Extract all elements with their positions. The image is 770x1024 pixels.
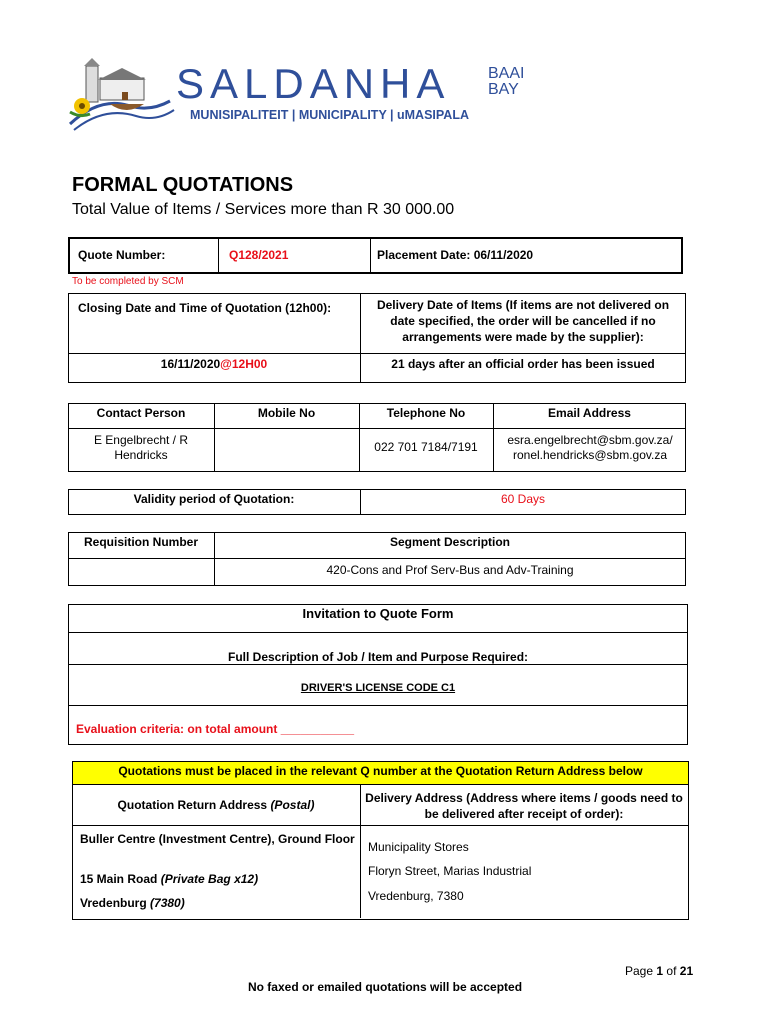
requisition-label: Requisition Number (83, 535, 198, 549)
footer-notice: No faxed or emailed quotations will be accepted (247, 980, 523, 994)
postal-line3-text: Vredenburg (80, 896, 147, 910)
postal-line2-italic: (Private Bag x12) (160, 872, 259, 886)
scm-note: To be completed by SCM (72, 276, 184, 287)
page-title: FORMAL QUOTATIONS (72, 174, 294, 196)
invitation-heading: Invitation to Quote Form (302, 606, 454, 621)
evaluation-criteria: Evaluation criteria: on total amount ___________ (76, 722, 355, 736)
page-prefix: Page (625, 964, 654, 978)
postal-address-label (72, 798, 360, 812)
postal-address-label-italic: (Postal) (270, 798, 315, 812)
delivery-address-label: Delivery Address (Address where items / goods need to be delivered after receipt of order): (365, 791, 683, 821)
postal-line3 (80, 896, 185, 910)
logo-side-top: BAAI (488, 65, 525, 82)
delivery-line2: Floryn Street, Marias Industrial (368, 864, 532, 878)
description-label: Full Description of Job / Item and Purpose Required: (227, 650, 529, 664)
contact-person: E Engelbrecht / R Hendricks (93, 433, 189, 462)
contact-header-person: Contact Person (96, 406, 186, 420)
delivery-line1: Municipality Stores (368, 840, 469, 854)
contact-header-mobile: Mobile No (257, 406, 316, 420)
segment-label: Segment Description (389, 535, 511, 549)
delivery-line3: Vredenburg, 7380 (368, 889, 464, 903)
postal-address-label-text: Quotation Return Address (117, 798, 268, 812)
postal-line2 (80, 872, 258, 886)
delivery-date-value: 21 days after an official order has been issued (391, 357, 655, 371)
closing-date-label: Closing Date and Time of Quotation (12h00): (78, 301, 332, 315)
closing-time: @12H00 (220, 357, 268, 371)
description-value: DRIVER'S LICENSE CODE C1 (300, 682, 456, 694)
page-current: 1 (656, 964, 664, 978)
delivery-date-label: Delivery Date of Items (If items are not delivered on date specified, the order will be cancelled if no arrangements were made by the supplier): (376, 298, 670, 344)
closing-date: 16/11/2020 (160, 357, 221, 371)
logo-tagline: MUNISIPALITEIT | MUNICIPALITY | uMASIPALA (190, 108, 469, 122)
postal-line3-italic: (7380) (150, 896, 185, 910)
logo-side-bottom: BAY (488, 81, 519, 98)
contact-header-telephone: Telephone No (386, 406, 466, 420)
lighthouse-logo-icon (60, 56, 180, 136)
quote-number-value: Q128/2021 (229, 248, 289, 262)
contact-header-email: Email Address (548, 406, 631, 420)
placement-date: Placement Date: 06/11/2020 (377, 248, 534, 262)
page-of: of (666, 964, 677, 978)
validity-label: Validity period of Quotation: (133, 492, 295, 506)
contact-telephone: 022 701 7184/7191 (374, 440, 478, 454)
closing-date-value (68, 357, 360, 371)
municipality-logo (60, 56, 180, 136)
page-subtitle: Total Value of Items / Services more than R 30 000.00 (72, 201, 455, 218)
page-total: 21 (679, 964, 694, 978)
return-banner-text: Quotations must be placed in the relevant Q number at the Quotation Return Address below (118, 764, 643, 778)
page-number (625, 964, 693, 978)
validity-value: 60 Days (500, 492, 546, 506)
postal-line2-text: 15 Main Road (80, 872, 158, 886)
segment-value: 420-Cons and Prof Serv-Bus and Adv-Training (326, 563, 574, 577)
logo-side-text (488, 66, 524, 98)
postal-line1: Buller Centre (Investment Centre), Ground Floor (80, 832, 355, 846)
contact-email: esra.engelbrecht@sbm.gov.za/ ronel.hendricks@sbm.gov.za (507, 433, 673, 462)
quote-number-label: Quote Number: (78, 248, 166, 262)
logo-name: SALDANHA (176, 60, 451, 107)
